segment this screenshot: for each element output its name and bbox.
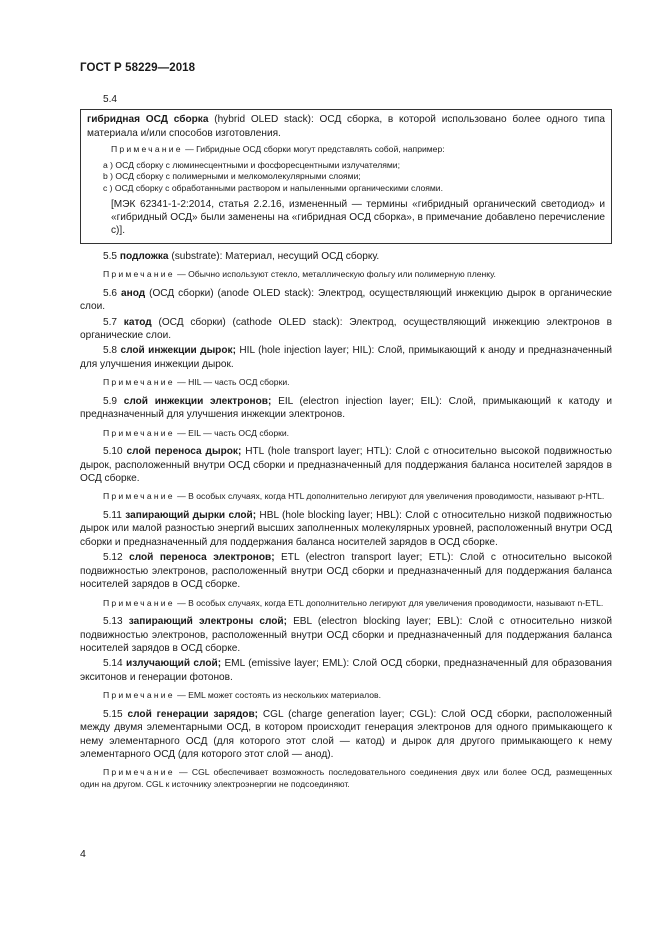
clause-term: запирающий дырки слой;	[125, 510, 257, 522]
clause-5-15-note: Примечание — CGL обеспечивает возможность последовательного соединения двух или более ОСД, размещенных один на другом. CGL к источнику электроэнергии не подсоединяют.	[80, 767, 612, 789]
clause-term: запирающий электроны слой;	[128, 616, 287, 628]
clause-5-4-term: гибридная ОСД сборка	[87, 114, 209, 126]
clause-term: подложка	[119, 250, 169, 262]
note-label: Примечание	[103, 427, 175, 438]
clause-5-9: 5.9 слой инжекции электронов; EIL (electron injection layer; EIL): Слой, примыкающий к катоду и предназначенный для улучшения инжекции электронов.	[80, 395, 612, 421]
clause-5-6: 5.6 анод (ОСД сборки) (anode OLED stack): Электрод, осуществляющий инжекцию дырок в органические слои.	[80, 287, 612, 313]
note-label: Примечание	[103, 269, 175, 280]
clause-5-12-note: Примечание — В особых случаях, когда ETL дополнительно легируют для увеличения проводимости, называют n-ETL.	[103, 597, 604, 608]
clause-term: слой инжекции электронов;	[123, 395, 272, 407]
clause-5-4-number: 5.4	[103, 94, 118, 105]
clause-term: слой генерации зарядов;	[127, 708, 259, 720]
clause-5-4-list	[87, 160, 605, 195]
clause-5-14: 5.14 излучающий слой; EML (emissive layer; EML): Слой ОСД сборки, предназначенный для образования экситонов и генерации фотонов.	[80, 658, 613, 683]
clause-5-13: 5.13 запирающий электроны слой; EBL (electron blocking layer; EBL): Слой с относительно низкой подвижностью электронов, расположенный внутри ОСД сборки и предназначенный для поддержания баланса носителей зарядов в ОСД сборке.	[80, 616, 612, 654]
clause-5-8-note: Примечание — HIL — часть ОСД сборки.	[103, 377, 290, 388]
list-item: c ) ОСД сборку с обработанными раствором и напыленными органическими слоями.	[103, 183, 443, 193]
clause-5-5-note: Примечание — Обычно используют стекло, металлическую фольгу или полимерную пленку.	[103, 269, 496, 280]
clause-term: слой переноса электронов;	[129, 552, 275, 564]
clause-5-14-note: Примечание — EML может состоять из нескольких материалов.	[103, 690, 382, 701]
clause-5-8: 5.8 слой инжекции дырок; HIL (hole injection layer; HIL): Слой, примыкающий к аноду и предназначенный для улучшения инжекции дырок.	[80, 345, 612, 370]
clause-5-12: 5.12 слой переноса электронов; ETL (electron transport layer; ETL): Слой с относительно высокой подвижностью электронов, расположенный внутри ОСД сборки и предназначенный для поддержания баланса носителей зарядов в ОСД сборке.	[80, 552, 612, 591]
clause-5-10-note: Примечание — В особых случаях, когда HTL дополнительно легируют для увеличения проводимости, называют p-HTL.	[103, 491, 605, 502]
document-body	[80, 93, 612, 797]
note-label: Примечание	[103, 690, 175, 701]
clause-5-5: 5.5 подложка (substrate): Материал, несущий ОСД сборку.	[103, 250, 380, 262]
note-label: Примечание	[103, 597, 175, 608]
clause-5-9-note: Примечание — EIL — часть ОСД сборки.	[103, 427, 290, 438]
note-label: Примечание	[103, 377, 175, 388]
clause-5-15: 5.15 слой генерации зарядов; CGL (charge generation layer; CGL): Слой ОСД сборки, расположенный между двумя элементарными ОСД, в котором происходит генерация электронов для одного примыкающего к нему элементарного ОСД (для которого этот слой — катод) и дырок для другого примыкающего к нему элементарного ОСД (для которого этот слой — анод).	[80, 708, 612, 760]
note-label: Примечание	[103, 767, 175, 778]
clause-5-4-definition	[87, 113, 605, 140]
clause-term: излучающий слой;	[126, 658, 222, 670]
page-header: ГОСТ Р 58229—2018	[80, 62, 196, 74]
clause-5-4-text: (hybrid OLED stack): ОСД сборка, в которой использовано более одного типа материала и/или способов изготовления.	[87, 114, 606, 139]
list-item: b ) ОСД сборку с полимерными и мелкомолекулярными слоями;	[103, 171, 361, 182]
clause-term: анод	[120, 287, 146, 299]
clause-5-4-box	[80, 109, 612, 243]
clause-5-11: 5.11 запирающий дырки слой; HBL (hole blocking layer; HBL): Слой с относительно низкой подвижностью дырок или малой разностью энергий высших заполненных молекулярных уровней, расположенный внутри ОСД сборки и предназначенный для поддержания баланса носителей зарядов в ОСД сборке.	[80, 510, 612, 548]
list-item: a ) ОСД сборку с люминесцентными и фосфоресцентными излучателями;	[103, 159, 400, 170]
page-number: 4	[80, 848, 86, 860]
clause-5-7: 5.7 катод (ОСД сборки) (cathode OLED stack): Электрод, осуществляющий инжекцию электронов в органические слои.	[80, 316, 612, 342]
clause-term: слой переноса дырок;	[126, 446, 242, 458]
clause-term: слой инжекции дырок;	[120, 345, 236, 357]
note-label: Примечание	[111, 144, 183, 155]
note-label: Примечание	[103, 491, 175, 502]
clause-5-4-note: Примечание — Гибридные ОСД сборки могут представлять собой, например:	[111, 144, 445, 155]
clause-term: катод	[123, 316, 152, 328]
clause-5-10: 5.10 слой переноса дырок; HTL (hole transport layer; HTL): Слой с относительно высокой подвижностью дырок, расположенный внутри ОСД сборки и предназначенный для поддержания баланса носителей зарядов в ОСД сборке.	[80, 446, 612, 485]
clause-5-4-reference: [МЭК 62341-1-2:2014, статья 2.2.16, измененный — термины «гибридный органический светодиод» и «гибридный ОСД» были заменены на «гибридная ОСД сборка», в примечание добавлено перечисление с)].	[111, 198, 605, 237]
